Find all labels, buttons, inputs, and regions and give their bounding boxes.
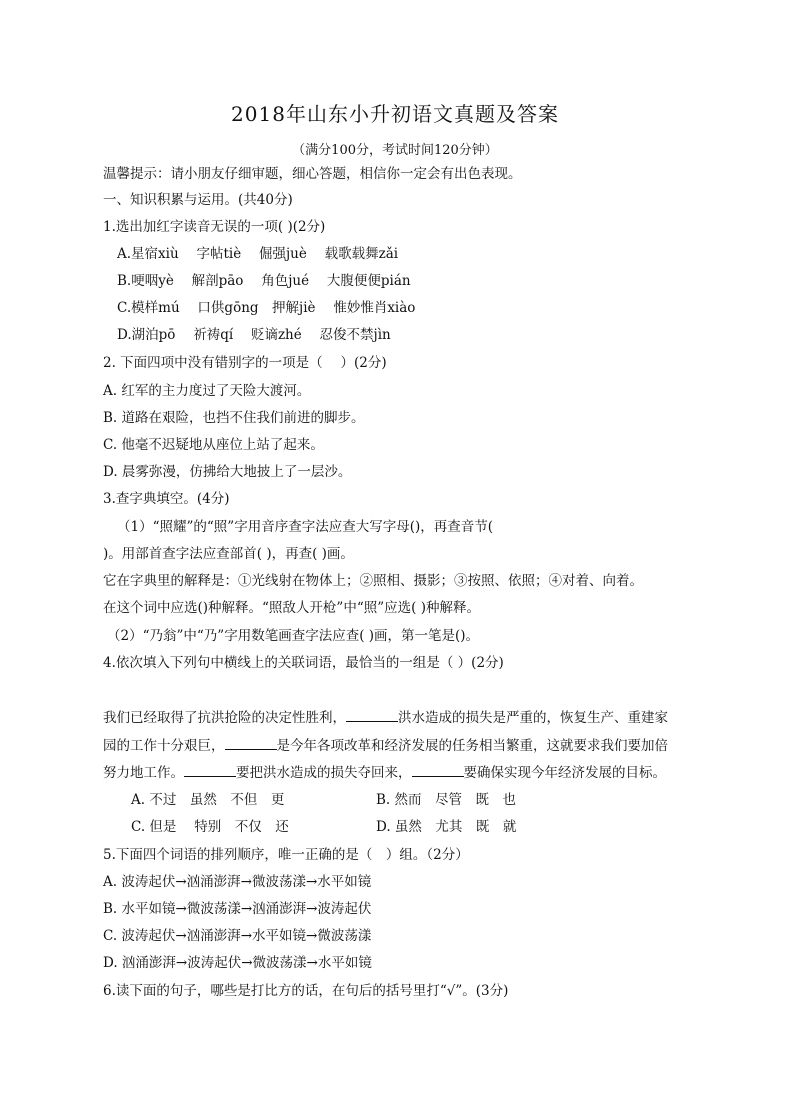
q2-option-c: C. 他毫不迟疑地从座位上站了起来。 [103, 437, 324, 453]
q2-option-d: D. 晨雾弥漫，仿拂给大地披上了一层沙。 [103, 464, 352, 480]
q4-option-c: C. 但是 特别 不仅 还 [131, 819, 289, 835]
q4-text: 园的工作十分艰巨， [103, 738, 225, 754]
q1-option-b: B.哽咽yè 解剖pāo 角色jué 大腹便便pián [117, 273, 411, 289]
fill-blank[interactable] [184, 762, 236, 777]
q1-option-c: C.模样mú 口供gōng 押解jiè 惟妙惟肖xiào [117, 300, 416, 316]
page-title: 2018年山东小升初语文真题及答案 [231, 102, 559, 126]
q4-text: 是今年各项改革和经济发展的任务相当繁重，这就要求我们要加倍 [276, 738, 668, 754]
q2-option-b: B. 道路在艰险，也挡不住我们前进的脚步。 [103, 410, 365, 426]
q6-stem: 6.读下面的句子，哪些是打比方的话，在句后的括号里打“√”。(3分) [103, 983, 509, 999]
q4-text: 要把洪水造成的损失夺回来， [236, 765, 412, 781]
q1-option-d: D.湖泊pō 祈祷qí 贬谪zhé 忍俊不禁jìn [117, 327, 391, 343]
q4-paragraph-line-3 [103, 762, 666, 783]
fill-blank[interactable] [346, 707, 398, 722]
q4-text: 我们已经取得了抗洪抢险的决定性胜利， [103, 710, 346, 726]
q5-option-c: C. 波涛起伏→汹涌澎湃→水平如镜→微波荡漾 [103, 928, 372, 944]
q5-option-d: D. 汹涌澎湃→波涛起伏→微波荡漾→水平如镜 [103, 955, 372, 971]
q2-stem: 2. 下面四项中没有错别字的一项是（ ）(2分) [103, 355, 387, 371]
fill-blank[interactable] [412, 762, 464, 777]
q3-line-5: （2）“乃翁”中“乃”字用数笔画查字法应查( )画，第一笔是()。 [107, 628, 480, 644]
q4-option-d: D. 虽然 尤其 既 就 [376, 819, 517, 835]
q3-line-1: （1）“照耀”的“照”字用音序查字法应查大写字母()，再查音节( [117, 519, 493, 535]
q4-paragraph-line-2 [103, 735, 668, 756]
fill-blank[interactable] [225, 735, 277, 750]
subtitle: （满分100分，考试时间120分钟） [292, 143, 498, 158]
q4-option-a: A. 不过 虽然 不但 更 [131, 792, 285, 808]
q5-option-a: A. 波涛起伏→汹涌澎湃→微波荡漾→水平如镜 [103, 874, 372, 890]
q4-text: 洪水造成的损失是严重的，恢复生产、重建家 [398, 710, 668, 726]
q4-stem: 4.依次填入下列句中横线上的关联词语，最恰当的一组是（ ）(2分) [103, 655, 504, 671]
q1-option-a: A.星宿xiù 字帖tiè 倔强juè 载歌载舞zǎi [117, 246, 399, 262]
q1-stem: 1.选出加红字读音无误的一项( )(2分) [103, 219, 326, 235]
q4-option-b: B. 然而 尽管 既 也 [376, 792, 517, 808]
q4-text: 要确保实现今年经济发展的目标。 [463, 765, 666, 781]
section-heading: 一、知识积累与运用。(共40分) [103, 192, 293, 208]
q3-line-3: 它在字典里的解释是：①光线射在物体上；②照相、摄影；③按照、依照；④对着、向着。 [103, 573, 643, 589]
q5-stem: 5.下面四个词语的排列顺序，唯一正确的是（ ）组。（2分） [103, 847, 469, 863]
q3-line-2: )。用部首查字法应查部首( )，再查( )画。 [103, 546, 354, 562]
q4-text: 努力地工作。 [103, 765, 184, 781]
q4-paragraph-line-1 [103, 707, 668, 728]
q3-line-4: 在这个词中应选()种解释。“照敌人开枪”中“照”应选( )种解释。 [103, 600, 480, 616]
tip-text: 温馨提示：请小朋友仔细审题，细心答题，相信你一定会有出色表现。 [103, 166, 522, 182]
q5-option-b: B. 水平如镜→微波荡漾→汹涌澎湃→波涛起伏 [103, 901, 372, 917]
q2-option-a: A. 红军的主力度过了天险大渡河。 [103, 383, 311, 399]
q3-stem: 3.查字典填空。(4分) [103, 491, 230, 507]
